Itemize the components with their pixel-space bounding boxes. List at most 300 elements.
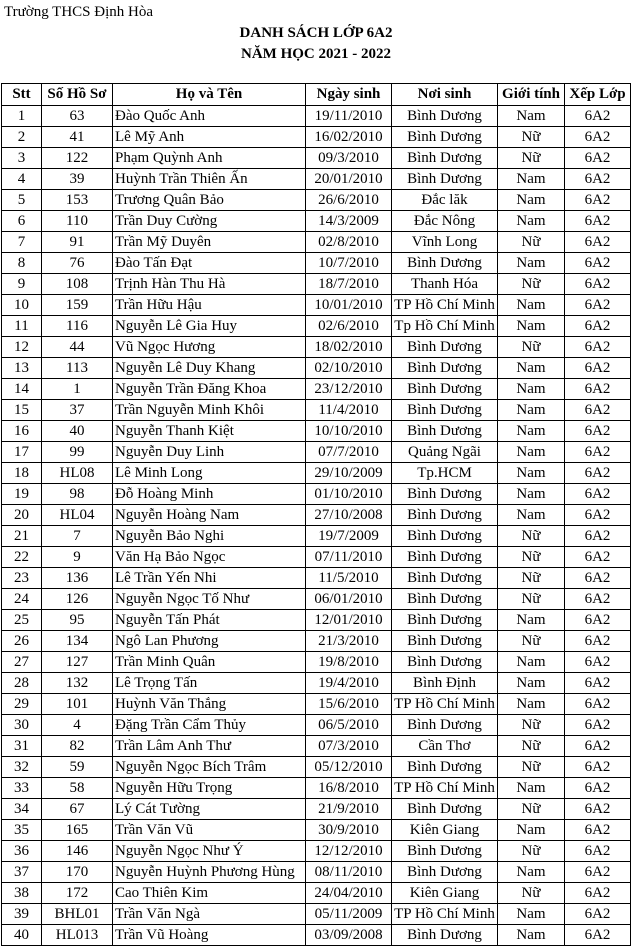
cell-full-name[interactable]: Cao Thiên Kim: [113, 883, 306, 904]
cell-record-number[interactable]: 4: [42, 715, 113, 736]
cell-gender[interactable]: Nam: [498, 211, 565, 232]
cell-gender[interactable]: Nam: [498, 190, 565, 211]
cell-full-name[interactable]: Nguyễn Lê Duy Khang: [113, 358, 306, 379]
cell-gender[interactable]: Nam: [498, 505, 565, 526]
cell-birth-date[interactable]: 19/8/2010: [306, 652, 392, 673]
cell-class[interactable]: 6A2: [565, 379, 631, 400]
cell-stt[interactable]: 3: [2, 148, 42, 169]
cell-birth-date[interactable]: 10/10/2010: [306, 421, 392, 442]
cell-birth-place[interactable]: TP Hồ Chí Minh: [392, 904, 498, 925]
cell-stt[interactable]: 33: [2, 778, 42, 799]
cell-class[interactable]: 6A2: [565, 442, 631, 463]
cell-gender[interactable]: Nữ: [498, 799, 565, 820]
cell-birth-place[interactable]: TP Hồ Chí Minh: [392, 694, 498, 715]
cell-full-name[interactable]: Trần Minh Quân: [113, 652, 306, 673]
cell-full-name[interactable]: Trần Duy Cường: [113, 211, 306, 232]
cell-birth-place[interactable]: Tp.HCM: [392, 463, 498, 484]
cell-class[interactable]: 6A2: [565, 715, 631, 736]
cell-gender[interactable]: Nữ: [498, 127, 565, 148]
cell-birth-date[interactable]: 10/01/2010: [306, 295, 392, 316]
cell-gender[interactable]: Nam: [498, 442, 565, 463]
cell-full-name[interactable]: Nguyễn Ngọc Bích Trâm: [113, 757, 306, 778]
cell-stt[interactable]: 37: [2, 862, 42, 883]
cell-birth-place[interactable]: Bình Dương: [392, 358, 498, 379]
cell-birth-date[interactable]: 07/7/2010: [306, 442, 392, 463]
cell-birth-place[interactable]: Bình Dương: [392, 169, 498, 190]
cell-stt[interactable]: 24: [2, 589, 42, 610]
cell-class[interactable]: 6A2: [565, 274, 631, 295]
cell-stt[interactable]: 28: [2, 673, 42, 694]
cell-birth-place[interactable]: Đắc lăk: [392, 190, 498, 211]
cell-gender[interactable]: Nữ: [498, 841, 565, 862]
table-row: [2, 484, 631, 505]
cell-birth-place[interactable]: Bình Dương: [392, 568, 498, 589]
cell-stt[interactable]: 6: [2, 211, 42, 232]
cell-birth-date[interactable]: 09/3/2010: [306, 148, 392, 169]
cell-gender[interactable]: Nữ: [498, 526, 565, 547]
cell-full-name[interactable]: Lê Trần Yến Nhi: [113, 568, 306, 589]
cell-birth-place[interactable]: Bình Dương: [392, 421, 498, 442]
cell-class[interactable]: 6A2: [565, 757, 631, 778]
cell-record-number[interactable]: 39: [42, 169, 113, 190]
cell-birth-date[interactable]: 29/10/2009: [306, 463, 392, 484]
cell-class[interactable]: 6A2: [565, 253, 631, 274]
cell-record-number[interactable]: 170: [42, 862, 113, 883]
cell-record-number[interactable]: 91: [42, 232, 113, 253]
cell-full-name[interactable]: Nguyễn Bảo Nghi: [113, 526, 306, 547]
cell-record-number[interactable]: 136: [42, 568, 113, 589]
cell-stt[interactable]: 40: [2, 925, 42, 946]
cell-birth-date[interactable]: 19/7/2009: [306, 526, 392, 547]
cell-birth-date[interactable]: 21/3/2010: [306, 631, 392, 652]
cell-class[interactable]: 6A2: [565, 925, 631, 946]
cell-birth-date[interactable]: 02/6/2010: [306, 316, 392, 337]
table-row: [2, 295, 631, 316]
cell-birth-place[interactable]: Bình Dương: [392, 652, 498, 673]
cell-stt[interactable]: 5: [2, 190, 42, 211]
cell-birth-date[interactable]: 12/12/2010: [306, 841, 392, 862]
cell-stt[interactable]: 4: [2, 169, 42, 190]
cell-full-name[interactable]: Ngô Lan Phương: [113, 631, 306, 652]
table-row: [2, 736, 631, 757]
cell-class[interactable]: 6A2: [565, 736, 631, 757]
cell-stt[interactable]: 1: [2, 106, 42, 127]
cell-birth-date[interactable]: 06/5/2010: [306, 715, 392, 736]
cell-full-name[interactable]: Nguyễn Hoàng Nam: [113, 505, 306, 526]
cell-class[interactable]: 6A2: [565, 799, 631, 820]
cell-gender[interactable]: Nam: [498, 253, 565, 274]
cell-class[interactable]: 6A2: [565, 526, 631, 547]
cell-stt[interactable]: 34: [2, 799, 42, 820]
cell-gender[interactable]: Nữ: [498, 736, 565, 757]
cell-birth-date[interactable]: 15/6/2010: [306, 694, 392, 715]
cell-birth-place[interactable]: Bình Dương: [392, 610, 498, 631]
cell-gender[interactable]: Nam: [498, 358, 565, 379]
cell-class[interactable]: 6A2: [565, 841, 631, 862]
cell-full-name[interactable]: Trương Quân Bảo: [113, 190, 306, 211]
cell-birth-place[interactable]: Bình Dương: [392, 526, 498, 547]
table-row: [2, 799, 631, 820]
cell-class[interactable]: 6A2: [565, 421, 631, 442]
cell-record-number[interactable]: 67: [42, 799, 113, 820]
cell-full-name[interactable]: Trần Nguyễn Minh Khôi: [113, 400, 306, 421]
cell-stt[interactable]: 23: [2, 568, 42, 589]
cell-record-number[interactable]: 153: [42, 190, 113, 211]
cell-birth-place[interactable]: Kiên Giang: [392, 883, 498, 904]
cell-gender[interactable]: Nam: [498, 295, 565, 316]
cell-birth-date[interactable]: 19/11/2010: [306, 106, 392, 127]
cell-stt[interactable]: 26: [2, 631, 42, 652]
cell-record-number[interactable]: 134: [42, 631, 113, 652]
cell-stt[interactable]: 15: [2, 400, 42, 421]
cell-class[interactable]: 6A2: [565, 484, 631, 505]
cell-record-number[interactable]: 82: [42, 736, 113, 757]
cell-record-number[interactable]: 127: [42, 652, 113, 673]
cell-class[interactable]: 6A2: [565, 190, 631, 211]
cell-gender[interactable]: Nam: [498, 652, 565, 673]
cell-class[interactable]: 6A2: [565, 211, 631, 232]
cell-record-number[interactable]: 110: [42, 211, 113, 232]
cell-class[interactable]: 6A2: [565, 400, 631, 421]
cell-stt[interactable]: 14: [2, 379, 42, 400]
header-stt[interactable]: Stt: [2, 84, 42, 106]
cell-birth-date[interactable]: 30/9/2010: [306, 820, 392, 841]
cell-stt[interactable]: 32: [2, 757, 42, 778]
cell-stt[interactable]: 11: [2, 316, 42, 337]
cell-birth-place[interactable]: Bình Dương: [392, 715, 498, 736]
cell-full-name[interactable]: Huỳnh Trần Thiên Ấn: [113, 169, 306, 190]
cell-record-number[interactable]: 116: [42, 316, 113, 337]
cell-stt[interactable]: 17: [2, 442, 42, 463]
cell-full-name[interactable]: Nguyễn Ngọc Như Ý: [113, 841, 306, 862]
cell-birth-place[interactable]: Thanh Hóa: [392, 274, 498, 295]
cell-birth-place[interactable]: Cần Thơ: [392, 736, 498, 757]
cell-record-number[interactable]: 1: [42, 379, 113, 400]
cell-birth-date[interactable]: 07/3/2010: [306, 736, 392, 757]
cell-birth-place[interactable]: Bình Dương: [392, 379, 498, 400]
cell-full-name[interactable]: Vũ Ngọc Hương: [113, 337, 306, 358]
cell-record-number[interactable]: 132: [42, 673, 113, 694]
cell-full-name[interactable]: Lý Cát Tường: [113, 799, 306, 820]
cell-record-number[interactable]: 95: [42, 610, 113, 631]
table-row: [2, 463, 631, 484]
table-body: [2, 106, 631, 946]
cell-full-name[interactable]: Trần Lâm Anh Thư: [113, 736, 306, 757]
cell-birth-date[interactable]: 18/02/2010: [306, 337, 392, 358]
cell-birth-date[interactable]: 01/10/2010: [306, 484, 392, 505]
cell-gender[interactable]: Nam: [498, 379, 565, 400]
cell-full-name[interactable]: Đặng Trần Cẩm Thủy: [113, 715, 306, 736]
cell-birth-date[interactable]: 11/5/2010: [306, 568, 392, 589]
cell-class[interactable]: 6A2: [565, 904, 631, 925]
cell-gender[interactable]: Nam: [498, 484, 565, 505]
table-row: [2, 106, 631, 127]
table-row: [2, 232, 631, 253]
cell-record-number[interactable]: 165: [42, 820, 113, 841]
cell-gender[interactable]: Nam: [498, 316, 565, 337]
cell-class[interactable]: 6A2: [565, 169, 631, 190]
header-birth-date[interactable]: Ngày sinh: [306, 84, 392, 106]
cell-gender[interactable]: Nữ: [498, 547, 565, 568]
cell-stt[interactable]: 36: [2, 841, 42, 862]
cell-birth-place[interactable]: Bình Dương: [392, 862, 498, 883]
cell-record-number[interactable]: BHL01: [42, 904, 113, 925]
cell-record-number[interactable]: 63: [42, 106, 113, 127]
cell-birth-place[interactable]: TP Hồ Chí Minh: [392, 778, 498, 799]
cell-record-number[interactable]: HL08: [42, 463, 113, 484]
cell-record-number[interactable]: 122: [42, 148, 113, 169]
cell-full-name[interactable]: Nguyễn Ngọc Tố Như: [113, 589, 306, 610]
cell-stt[interactable]: 12: [2, 337, 42, 358]
cell-record-number[interactable]: 9: [42, 547, 113, 568]
cell-birth-place[interactable]: Quảng Ngãi: [392, 442, 498, 463]
cell-record-number[interactable]: 172: [42, 883, 113, 904]
cell-birth-date[interactable]: 03/09/2008: [306, 925, 392, 946]
cell-birth-place[interactable]: Bình Dương: [392, 799, 498, 820]
cell-full-name[interactable]: Trần Vũ Hoàng: [113, 925, 306, 946]
table-row: [2, 526, 631, 547]
cell-birth-place[interactable]: Bình Dương: [392, 253, 498, 274]
cell-full-name[interactable]: Huỳnh Văn Thắng: [113, 694, 306, 715]
cell-gender[interactable]: Nữ: [498, 274, 565, 295]
cell-class[interactable]: 6A2: [565, 505, 631, 526]
cell-birth-date[interactable]: 27/10/2008: [306, 505, 392, 526]
cell-class[interactable]: 6A2: [565, 820, 631, 841]
cell-stt[interactable]: 22: [2, 547, 42, 568]
cell-gender[interactable]: Nữ: [498, 337, 565, 358]
cell-birth-place[interactable]: Bình Dương: [392, 841, 498, 862]
cell-gender[interactable]: Nam: [498, 862, 565, 883]
cell-record-number[interactable]: 41: [42, 127, 113, 148]
cell-full-name[interactable]: Nguyễn Trần Đăng Khoa: [113, 379, 306, 400]
cell-birth-place[interactable]: Bình Dương: [392, 484, 498, 505]
cell-birth-date[interactable]: 14/3/2009: [306, 211, 392, 232]
cell-class[interactable]: 6A2: [565, 106, 631, 127]
cell-gender[interactable]: Nữ: [498, 631, 565, 652]
cell-birth-date[interactable]: 21/9/2010: [306, 799, 392, 820]
cell-gender[interactable]: Nam: [498, 820, 565, 841]
cell-class[interactable]: 6A2: [565, 778, 631, 799]
cell-full-name[interactable]: Nguyễn Hữu Trọng: [113, 778, 306, 799]
cell-class[interactable]: 6A2: [565, 148, 631, 169]
cell-stt[interactable]: 30: [2, 715, 42, 736]
cell-birth-place[interactable]: Bình Dương: [392, 148, 498, 169]
cell-stt[interactable]: 13: [2, 358, 42, 379]
cell-birth-place[interactable]: Vĩnh Long: [392, 232, 498, 253]
cell-class[interactable]: 6A2: [565, 295, 631, 316]
cell-record-number[interactable]: 159: [42, 295, 113, 316]
cell-record-number[interactable]: 7: [42, 526, 113, 547]
cell-birth-date[interactable]: 23/12/2010: [306, 379, 392, 400]
cell-full-name[interactable]: Nguyễn Lê Gia Huy: [113, 316, 306, 337]
cell-stt[interactable]: 2: [2, 127, 42, 148]
cell-birth-date[interactable]: 12/01/2010: [306, 610, 392, 631]
cell-class[interactable]: 6A2: [565, 631, 631, 652]
cell-stt[interactable]: 29: [2, 694, 42, 715]
cell-birth-place[interactable]: Tp Hồ Chí Minh: [392, 316, 498, 337]
cell-gender[interactable]: Nam: [498, 610, 565, 631]
cell-class[interactable]: 6A2: [565, 568, 631, 589]
cell-birth-date[interactable]: 07/11/2010: [306, 547, 392, 568]
cell-record-number[interactable]: 40: [42, 421, 113, 442]
cell-birth-date[interactable]: 24/04/2010: [306, 883, 392, 904]
cell-birth-date[interactable]: 02/8/2010: [306, 232, 392, 253]
cell-full-name[interactable]: Đào Tấn Đạt: [113, 253, 306, 274]
cell-gender[interactable]: Nữ: [498, 568, 565, 589]
cell-gender[interactable]: Nam: [498, 694, 565, 715]
cell-gender[interactable]: Nam: [498, 925, 565, 946]
cell-class[interactable]: 6A2: [565, 232, 631, 253]
cell-stt[interactable]: 31: [2, 736, 42, 757]
cell-class[interactable]: 6A2: [565, 610, 631, 631]
cell-record-number[interactable]: 108: [42, 274, 113, 295]
header-gender[interactable]: Giới tính: [498, 84, 565, 106]
cell-class[interactable]: 6A2: [565, 127, 631, 148]
header-birth-place[interactable]: Nơi sinh: [392, 84, 498, 106]
cell-record-number[interactable]: 76: [42, 253, 113, 274]
cell-birth-place[interactable]: Bình Dương: [392, 631, 498, 652]
cell-birth-place[interactable]: Bình Dương: [392, 757, 498, 778]
cell-birth-place[interactable]: Bình Dương: [392, 337, 498, 358]
cell-birth-date[interactable]: 05/12/2010: [306, 757, 392, 778]
cell-birth-date[interactable]: 05/11/2009: [306, 904, 392, 925]
cell-stt[interactable]: 27: [2, 652, 42, 673]
cell-record-number[interactable]: 37: [42, 400, 113, 421]
cell-full-name[interactable]: Phạm Quỳnh Anh: [113, 148, 306, 169]
cell-gender[interactable]: Nam: [498, 673, 565, 694]
cell-gender[interactable]: Nam: [498, 400, 565, 421]
cell-birth-place[interactable]: Kiên Giang: [392, 820, 498, 841]
cell-stt[interactable]: 7: [2, 232, 42, 253]
cell-birth-place[interactable]: Bình Dương: [392, 925, 498, 946]
cell-full-name[interactable]: Nguyễn Tấn Phát: [113, 610, 306, 631]
cell-gender[interactable]: Nam: [498, 463, 565, 484]
cell-birth-place[interactable]: Bình Dương: [392, 505, 498, 526]
header-class[interactable]: Xếp Lớp: [565, 84, 631, 106]
cell-full-name[interactable]: Trần Văn Ngà: [113, 904, 306, 925]
table-row: [2, 505, 631, 526]
cell-birth-date[interactable]: 11/4/2010: [306, 400, 392, 421]
cell-record-number[interactable]: 99: [42, 442, 113, 463]
cell-stt[interactable]: 18: [2, 463, 42, 484]
cell-full-name[interactable]: Đào Quốc Anh: [113, 106, 306, 127]
cell-gender[interactable]: Nữ: [498, 589, 565, 610]
cell-gender[interactable]: Nam: [498, 106, 565, 127]
cell-gender[interactable]: Nữ: [498, 883, 565, 904]
cell-stt[interactable]: 9: [2, 274, 42, 295]
cell-full-name[interactable]: Lê Trọng Tấn: [113, 673, 306, 694]
cell-birth-place[interactable]: Đắc Nông: [392, 211, 498, 232]
cell-birth-place[interactable]: Bình Dương: [392, 400, 498, 421]
cell-record-number[interactable]: 44: [42, 337, 113, 358]
cell-full-name[interactable]: Lê Mỹ Anh: [113, 127, 306, 148]
cell-full-name[interactable]: Trần Văn Vũ: [113, 820, 306, 841]
cell-record-number[interactable]: 113: [42, 358, 113, 379]
cell-stt[interactable]: 21: [2, 526, 42, 547]
cell-birth-date[interactable]: 02/10/2010: [306, 358, 392, 379]
cell-full-name[interactable]: Nguyễn Thanh Kiệt: [113, 421, 306, 442]
cell-birth-place[interactable]: Bình Dương: [392, 127, 498, 148]
cell-record-number[interactable]: 59: [42, 757, 113, 778]
cell-full-name[interactable]: Nguyễn Duy Linh: [113, 442, 306, 463]
cell-record-number[interactable]: 98: [42, 484, 113, 505]
cell-birth-date[interactable]: 06/01/2010: [306, 589, 392, 610]
cell-stt[interactable]: 25: [2, 610, 42, 631]
cell-full-name[interactable]: Trần Hữu Hậu: [113, 295, 306, 316]
cell-birth-date[interactable]: 26/6/2010: [306, 190, 392, 211]
cell-class[interactable]: 6A2: [565, 694, 631, 715]
cell-stt[interactable]: 19: [2, 484, 42, 505]
cell-record-number[interactable]: 126: [42, 589, 113, 610]
cell-birth-date[interactable]: 20/01/2010: [306, 169, 392, 190]
cell-full-name[interactable]: Trần Mỹ Duyên: [113, 232, 306, 253]
cell-record-number[interactable]: HL04: [42, 505, 113, 526]
cell-stt[interactable]: 10: [2, 295, 42, 316]
cell-gender[interactable]: Nữ: [498, 715, 565, 736]
cell-birth-date[interactable]: 16/8/2010: [306, 778, 392, 799]
cell-birth-date[interactable]: 16/02/2010: [306, 127, 392, 148]
cell-stt[interactable]: 38: [2, 883, 42, 904]
cell-full-name[interactable]: Trịnh Hàn Thu Hà: [113, 274, 306, 295]
cell-class[interactable]: 6A2: [565, 673, 631, 694]
cell-class[interactable]: 6A2: [565, 547, 631, 568]
cell-birth-date[interactable]: 19/4/2010: [306, 673, 392, 694]
header-record-number[interactable]: Số Hồ Sơ: [42, 84, 113, 106]
cell-record-number[interactable]: 58: [42, 778, 113, 799]
cell-gender[interactable]: Nữ: [498, 232, 565, 253]
cell-record-number[interactable]: 146: [42, 841, 113, 862]
cell-full-name[interactable]: Nguyễn Huỳnh Phương Hùng: [113, 862, 306, 883]
table-row: [2, 904, 631, 925]
table-row: [2, 694, 631, 715]
cell-class[interactable]: 6A2: [565, 862, 631, 883]
cell-class[interactable]: 6A2: [565, 589, 631, 610]
cell-class[interactable]: 6A2: [565, 337, 631, 358]
cell-full-name[interactable]: Lê Minh Long: [113, 463, 306, 484]
header-full-name[interactable]: Họ và Tên: [113, 84, 306, 106]
cell-gender[interactable]: Nam: [498, 169, 565, 190]
cell-stt[interactable]: 35: [2, 820, 42, 841]
cell-stt[interactable]: 16: [2, 421, 42, 442]
cell-birth-date[interactable]: 08/11/2010: [306, 862, 392, 883]
cell-birth-place[interactable]: TP Hồ Chí Minh: [392, 295, 498, 316]
cell-class[interactable]: 6A2: [565, 463, 631, 484]
cell-class[interactable]: 6A2: [565, 316, 631, 337]
cell-class[interactable]: 6A2: [565, 883, 631, 904]
cell-birth-place[interactable]: Bình Dương: [392, 106, 498, 127]
cell-full-name[interactable]: Đỗ Hoàng Minh: [113, 484, 306, 505]
cell-gender[interactable]: Nam: [498, 778, 565, 799]
cell-class[interactable]: 6A2: [565, 358, 631, 379]
cell-birth-place[interactable]: Bình Định: [392, 673, 498, 694]
cell-birth-date[interactable]: 10/7/2010: [306, 253, 392, 274]
cell-gender[interactable]: Nữ: [498, 148, 565, 169]
cell-stt[interactable]: 20: [2, 505, 42, 526]
cell-birth-place[interactable]: Bình Dương: [392, 589, 498, 610]
cell-record-number[interactable]: HL013: [42, 925, 113, 946]
cell-record-number[interactable]: 101: [42, 694, 113, 715]
cell-gender[interactable]: Nữ: [498, 757, 565, 778]
cell-class[interactable]: 6A2: [565, 652, 631, 673]
cell-stt[interactable]: 8: [2, 253, 42, 274]
cell-birth-date[interactable]: 18/7/2010: [306, 274, 392, 295]
school-name: Trường THCS Định Hòa: [4, 4, 154, 20]
cell-full-name[interactable]: Văn Hạ Bảo Ngọc: [113, 547, 306, 568]
cell-stt[interactable]: 39: [2, 904, 42, 925]
cell-gender[interactable]: Nam: [498, 904, 565, 925]
cell-birth-place[interactable]: Bình Dương: [392, 547, 498, 568]
cell-gender[interactable]: Nam: [498, 421, 565, 442]
